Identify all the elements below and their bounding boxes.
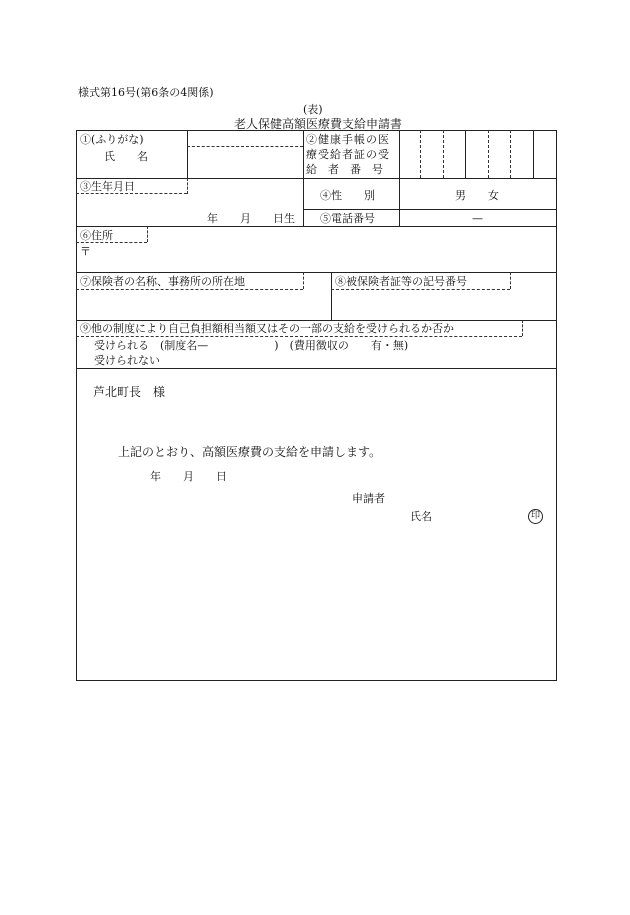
certificate-label-line3: 給 者 番 号 [306,163,383,176]
form-outline [76,130,557,681]
label-underline [76,336,522,337]
insured-number-label: ⑧被保険者証等の記号番号 [335,275,467,288]
gender-label: ④性 別 [320,189,375,202]
row-divider [76,368,557,369]
label-underline [76,242,147,243]
address-input[interactable] [96,244,554,270]
certificate-label-line1: ②健康手帳の医 [306,133,390,146]
application-date[interactable]: 年 月 日 [150,470,227,483]
insurer-input[interactable] [78,292,329,318]
col-divider [303,130,304,226]
label-underline [76,193,187,194]
row-divider [76,272,557,273]
addressee: 芦北町長 様 [93,385,166,399]
row-divider [76,320,557,321]
insurer-label: ⑦保険者の名称、事務所の所在地 [80,275,245,288]
name-input[interactable] [190,149,300,176]
benefit-receivable-option[interactable]: 受けられる (制度名— ) (費用徴収の 有・無) [94,339,409,352]
postal-mark: 〒 [80,245,91,258]
label-underline [331,289,510,290]
benefit-not-receivable-option[interactable]: 受けられない [94,354,160,367]
furigana-separator [187,146,303,147]
insured-number-input[interactable] [334,292,554,318]
label-box-edge [510,272,511,289]
gender-options[interactable]: 男 女 [455,189,499,202]
row-divider [76,226,557,227]
phone-separator[interactable]: — [472,212,483,225]
other-benefit-label: ⑨他の制度により自己負担額相当額又はその一部の支給を受けられるか否か [80,322,454,335]
applicant-label: 申請者 [352,492,385,505]
col-divider [187,130,188,178]
applicant-name-label: 氏名 [410,510,432,523]
page-title: 老人保健高額医療費支給申請書 [234,117,403,131]
row-divider [303,209,557,210]
seal-mark: 印 [528,509,543,524]
certificate-number-input[interactable] [400,131,556,177]
label-box-edge [303,272,304,289]
side-label: (表) [303,103,323,116]
label-underline [76,289,303,290]
furigana-input[interactable] [190,132,300,145]
furigana-label: ①(ふりがな) [80,133,144,146]
form-number: 様式第16号(第6条の4関係) [78,86,214,99]
applicant-name-input[interactable] [438,508,522,524]
label-box-edge [147,226,148,242]
name-label: 氏 名 [104,150,148,163]
birthdate-value[interactable]: 年 月 日生 [207,212,295,225]
label-box-edge [522,320,523,336]
application-statement: 上記のとおり、高額医療費の支給を申請します。 [118,445,382,459]
birthdate-label: ③生年月日 [80,180,135,193]
phone-label: ⑤電話番号 [320,212,375,225]
label-box-edge [187,178,188,194]
col-divider [331,272,332,320]
row-divider [76,178,557,179]
certificate-label-line2: 療受給者証の受 [306,148,390,161]
address-label: ⑥住所 [80,229,113,242]
